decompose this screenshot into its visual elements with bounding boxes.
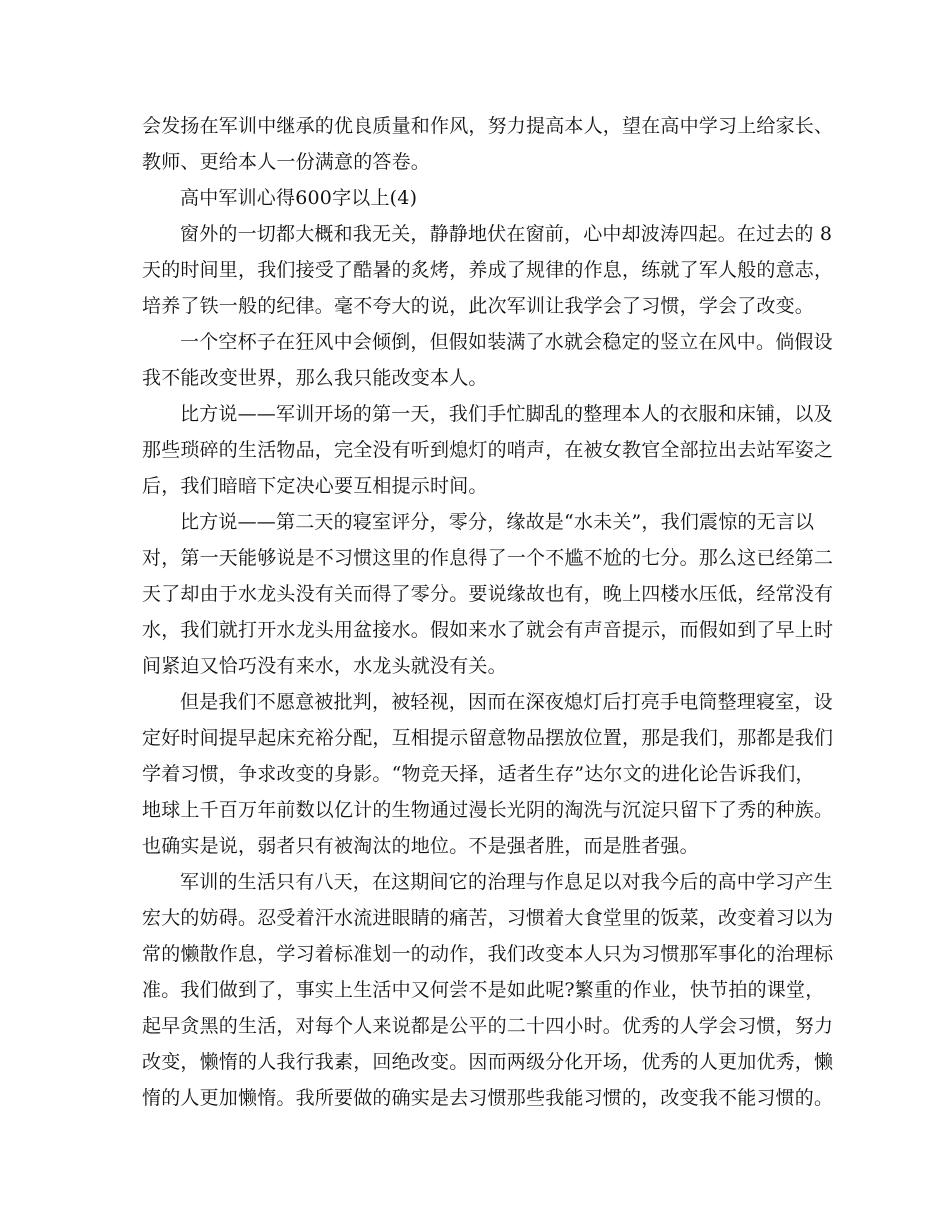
text-line: 改变，懒惰的人我行我素，回绝改变。因而两级分化开场，优秀的人更加优秀，懒 <box>142 1051 834 1073</box>
text-line: 学着习惯，争求改变的身影。“物竞天择，适者生存”达尔文的进化论告诉我们， <box>142 763 815 785</box>
text-line: 天的时间里，我们接受了酷暑的炙烤，养成了规律的作息，练就了军人般的意志， <box>142 259 834 281</box>
text-line: 一个空杯子在狂风中会倾倒，但假如装满了水就会稳定的竖立在风中。倘假设 <box>180 331 833 353</box>
document-body <box>142 108 834 1116</box>
text-line: 定好时间提早起床充裕分配，互相提示留意物品摆放位置，那是我们，那都是我们 <box>142 727 834 749</box>
text-line: 那些琐碎的生活物品，完全没有听到熄灯的哨声，在被女教官全部拉出去站军姿之 <box>142 439 834 461</box>
text-line: 常的懒散作息，学习着标准划一的动作，我们改变本人只为习惯那军事化的治理标 <box>142 943 834 965</box>
text-line: 军训的生活只有八天，在这期间它的治理与作息足以对我今后的高中学习产生 <box>180 871 833 893</box>
text-line: 但是我们不愿意被批判，被轻视，因而在深夜熄灯后打亮手电筒整理寝室，设 <box>180 691 833 713</box>
text-line: 后，我们暗暗下定决心要互相提示时间。 <box>142 475 488 497</box>
text-line: 宏大的妨碍。忍受着汗水流进眼睛的痛苦，习惯着大食堂里的饭菜，改变着习以为 <box>142 907 834 929</box>
text-line: 间紧迫又恰巧没有来水，水龙头就没有关。 <box>142 655 507 677</box>
text-line: 起早贪黑的生活，对每个人来说都是公平的二十四小时。优秀的人学会习惯，努力 <box>142 1015 834 1037</box>
text-line: 准。我们做到了，事实上生活中又何尝不是如此呢?繁重的作业，快节拍的课堂， <box>142 979 825 1001</box>
text-line: 教师、更给本人一份满意的答卷。 <box>142 151 431 173</box>
text-line: 对，第一天能够说是不习惯这里的作息得了一个不尴不尬的七分。那么这已经第二 <box>142 547 834 569</box>
text-line: 培养了铁一般的纪律。毫不夸大的说，此次军训让我学会了习惯，学会了改变。 <box>142 295 815 317</box>
text-line: 比方说——军训开场的第一天，我们手忙脚乱的整理本人的衣服和床铺，以及 <box>180 403 833 425</box>
text-line: 也确实是说，弱者只有被淘汰的地位。不是强者胜，而是胜者强。 <box>142 835 699 857</box>
text-line: 水，我们就打开水龙头用盆接水。假如来水了就会有声音提示，而假如到了早上时 <box>142 619 834 641</box>
text-line: 我不能改变世界，那么我只能改变本人。 <box>142 367 488 389</box>
text-line: 高中军训心得600字以上(4) <box>180 187 418 209</box>
text-line: 天了却由于水龙头没有关而得了零分。要说缘故也有，晚上四楼水压低，经常没有 <box>142 583 834 605</box>
text-line: 窗外的一切都大概和我无关，静静地伏在窗前，心中却波涛四起。在过去的 8 <box>180 223 833 245</box>
text-line: 惰的人更加懒惰。我所要做的确实是去习惯那些我能习惯的，改变我不能习惯的。 <box>142 1087 834 1109</box>
text-line: 会发扬在军训中继承的优良质量和作风，努力提高本人，望在高中学习上给家长、 <box>142 115 834 137</box>
text-line: 地球上千百万年前数以亿计的生物通过漫长光阴的淘洗与沉淀只留下了秀的种族。 <box>142 799 834 821</box>
text-line: 比方说——第二天的寝室评分，零分，缘故是“水未关”，我们震惊的无言以 <box>180 511 815 533</box>
